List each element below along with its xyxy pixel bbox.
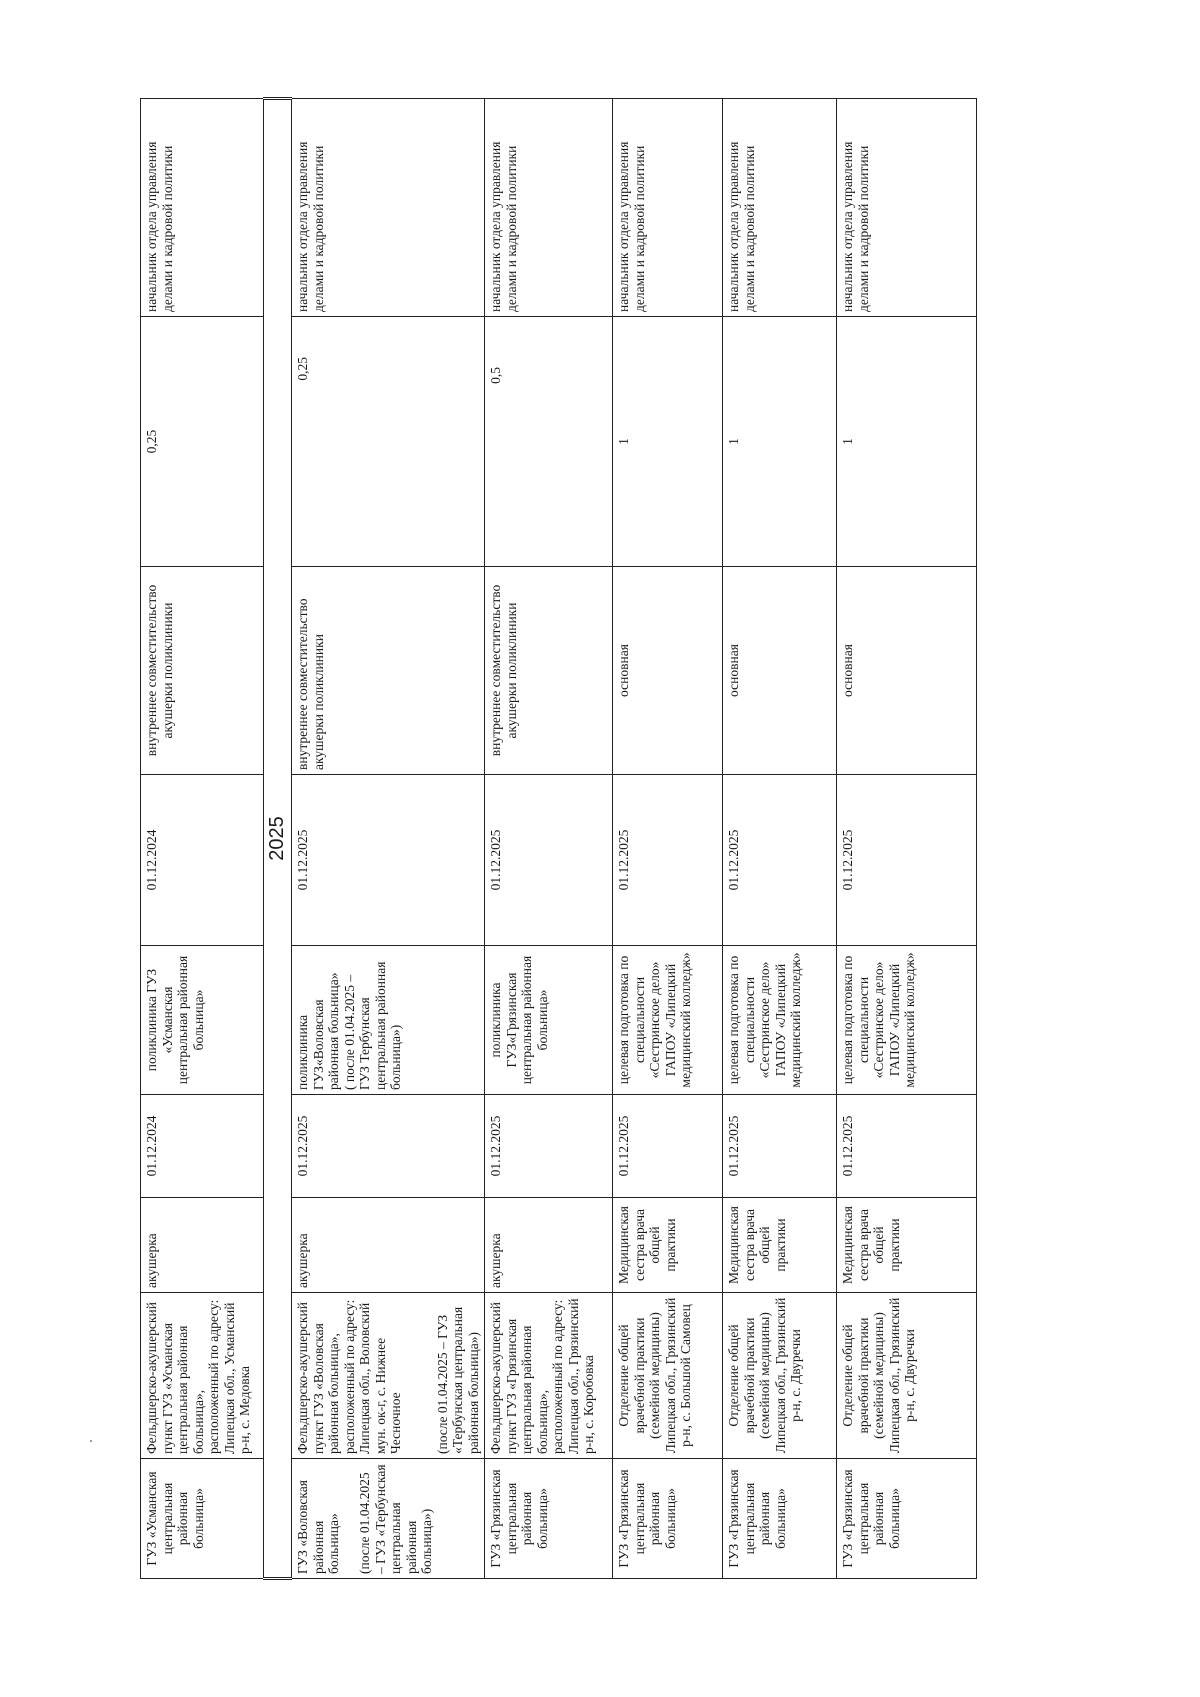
rate-cell: 1 (723, 317, 837, 567)
responsible-cell: начальник отдела управления делами и кадровой политики (141, 99, 264, 317)
rate-cell: 0,25 (141, 317, 264, 567)
work-type-cell: основная (723, 567, 837, 775)
rate-cell: 0,25 (292, 317, 485, 567)
date-due-cell: 01.12.2025 (613, 775, 723, 946)
work-type-cell: внутреннее совместительство акушерки поликлиники (292, 567, 485, 775)
responsible-cell: начальник отдела управления делами и кадровой политики (292, 99, 485, 317)
rate-cell: 0,5 (485, 317, 613, 567)
responsible-cell: начальник отдела управления делами и кадровой политики (485, 99, 613, 317)
position-cell: Медицинская сестра врача общей практики (723, 1198, 837, 1293)
place-cell: Отделение общей врачебной практики (семейной медицины) Липецкая обл., Грязинский р-н, с. Двуречки (837, 1293, 977, 1459)
work-type-cell: основная (613, 567, 723, 775)
responsible-cell: начальник отдела управления делами и кадровой политики (723, 99, 837, 317)
org-cell: ГУЗ «Грязинская центральная районная больница» (723, 1459, 837, 1579)
table-row (613, 99, 723, 1579)
date-due-cell: 01.12.2025 (723, 775, 837, 946)
rate-cell: 1 (613, 317, 723, 567)
position-cell: акушерка (485, 1198, 613, 1293)
staffing-table (140, 97, 977, 1580)
table-row (141, 99, 264, 1579)
date-start-cell: 01.12.2024 (141, 1095, 264, 1198)
position-cell: акушерка (292, 1198, 485, 1293)
source-cell: целевая подготовка по специальности «Сестринское дело» ГАПОУ «Липецкий медицинский колледж» (837, 946, 977, 1095)
place-cell: Фельдшерско-акушерский пункт ГУЗ «Грязинская центральная районная больница», расположенный по адресу: Липецкая обл., Грязинский р-н, с. Коробовка (485, 1293, 613, 1459)
table-row (292, 99, 485, 1579)
date-start-cell: 01.12.2025 (723, 1095, 837, 1198)
table-row (723, 99, 837, 1579)
position-cell: акушерка (141, 1198, 264, 1293)
place-cell: Фельдшерско-акушерский пункт ГУЗ «Усманская центральная районная больница», расположенный по адресу: Липецкая обл., Усманский р-н, с. Медовка (141, 1293, 264, 1459)
source-cell: поликлиника ГУЗ «Усманская центральная районная больница» (141, 946, 264, 1095)
rotated-table-wrapper (140, 100, 943, 1580)
org-cell: ГУЗ «Воловская районная больница» (после 01.04.2025 – ГУЗ «Тербунская центральная районная больница») (292, 1459, 485, 1579)
date-due-cell: 01.12.2024 (141, 775, 264, 946)
place-cell: Отделение общей врачебной практики (семейной медицины) Липецкая обл., Грязинский р-н, с. Двуречки (723, 1293, 837, 1459)
date-start-cell: 01.12.2025 (613, 1095, 723, 1198)
position-cell: Медицинская сестра врача общей практики (837, 1198, 977, 1293)
org-cell: ГУЗ «Грязинская центральная районная больница» (485, 1459, 613, 1579)
scan-speck (90, 1440, 92, 1442)
org-cell: ГУЗ «Грязинская центральная районная больница» (837, 1459, 977, 1579)
org-cell: ГУЗ «Грязинская центральная районная больница» (613, 1459, 723, 1579)
source-cell: поликлиника ГУЗ«Воловская районная больница» ( после 01.04.2025 – ГУЗ Тербунская центральная районная больница») (292, 946, 485, 1095)
year-separator-row (264, 99, 292, 1579)
rate-cell: 1 (837, 317, 977, 567)
work-type-cell: внутреннее совместительство акушерки поликлиники (485, 567, 613, 775)
place-cell: Отделение общей врачебной практики (семейной медицины) Липецкая обл., Грязинский р-н, с. Большой Самовец (613, 1293, 723, 1459)
table-row (485, 99, 613, 1579)
date-due-cell: 01.12.2025 (485, 775, 613, 946)
work-type-cell: внутреннее совместительство акушерки поликлиники (141, 567, 264, 775)
responsible-cell: начальник отдела управления делами и кадровой политики (613, 99, 723, 317)
date-start-cell: 01.12.2025 (485, 1095, 613, 1198)
work-type-cell: основная (837, 567, 977, 775)
date-due-cell: 01.12.2025 (837, 775, 977, 946)
source-cell: целевая подготовка по специальности «Сестринское дело» ГАПОУ «Липецкий медицинский колледж» (613, 946, 723, 1095)
table-row (837, 99, 977, 1579)
source-cell: поликлиника ГУЗ«Грязинская центральная районная больница» (485, 946, 613, 1095)
date-due-cell: 01.12.2025 (292, 775, 485, 946)
source-cell: целевая подготовка по специальности «Сестринское дело» ГАПОУ «Липецкий медицинский колледж» (723, 946, 837, 1095)
org-cell: ГУЗ «Усманская центральная районная больница» (141, 1459, 264, 1579)
year-label: 2025 (264, 99, 292, 1579)
date-start-cell: 01.12.2025 (837, 1095, 977, 1198)
date-start-cell: 01.12.2025 (292, 1095, 485, 1198)
position-cell: Медицинская сестра врача общей практики (613, 1198, 723, 1293)
responsible-cell: начальник отдела управления делами и кадровой политики (837, 99, 977, 317)
place-cell: Фельдшерско-акушерский пункт ГУЗ «Воловская районная больница», расположенный по адресу: Липецкая обл., Воловский мун. ок-г, с. Нижнее Чесночное (после 01.04.2025 – ГУЗ «Тербунская центральная районная больница») (292, 1293, 485, 1459)
